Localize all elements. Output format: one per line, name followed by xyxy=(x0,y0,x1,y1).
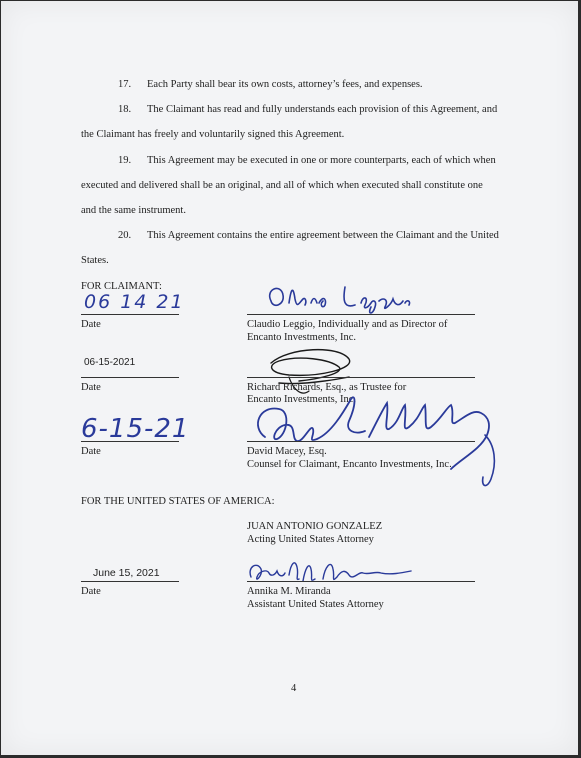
miranda-signature-line xyxy=(247,581,475,582)
usa-attorney-name: JUAN ANTONIO GONZALEZ xyxy=(247,521,383,532)
leggio-title: Encanto Investments, Inc. xyxy=(247,332,357,343)
usa-header: FOR THE UNITED STATES OF AMERICA: xyxy=(81,496,275,507)
macey-name: David Macey, Esq. xyxy=(247,446,327,457)
para-18-line2: the Claimant has freely and voluntarily signed this Agreement. xyxy=(81,129,345,140)
usa-attorney-title: Acting United States Attorney xyxy=(247,534,374,545)
claimant-date-label: Date xyxy=(81,319,101,330)
para-18-number: 18. xyxy=(118,104,132,115)
para-19-line1: This Agreement may be executed in one or more counterparts, each of which when xyxy=(147,155,496,166)
document-page xyxy=(1,1,578,755)
macey-signature xyxy=(251,379,516,494)
page-number: 4 xyxy=(291,683,297,694)
trustee-date-label: Date xyxy=(81,382,101,393)
para-17-number: 17. xyxy=(118,79,132,90)
counsel-date-handwritten: 6-15-21 xyxy=(81,414,190,444)
leggio-signature xyxy=(259,279,419,319)
para-19-number: 19. xyxy=(118,155,132,166)
trustee-date-typed: 06-15-2021 xyxy=(84,357,136,368)
para-19-line3: and the same instrument. xyxy=(81,205,186,216)
para-20-number: 20. xyxy=(118,230,132,241)
counsel-date-line xyxy=(81,441,179,442)
leggio-name: Claudio Leggio, Individually and as Director of xyxy=(247,319,448,330)
richards-title: Encanto Investments, Inc. xyxy=(247,394,357,405)
para-19-line2: executed and delivered shall be an original, and all of which when executed shall constitute one xyxy=(81,180,483,191)
trustee-date-line xyxy=(81,377,179,378)
claimant-date-handwritten: 06 14 21 xyxy=(84,291,185,313)
macey-signature-line xyxy=(247,441,475,442)
counsel-date-label: Date xyxy=(81,446,101,457)
para-18-line1: The Claimant has read and fully understands each provision of this Agreement, and xyxy=(147,104,498,115)
miranda-signature xyxy=(245,555,425,589)
macey-title: Counsel for Claimant, Encanto Investments, Inc. xyxy=(247,459,452,470)
para-20-line2: States. xyxy=(81,255,109,266)
claimant-header: FOR CLAIMANT: xyxy=(81,281,162,292)
para-20-line1: This Agreement contains the entire agreement between the Claimant and the United xyxy=(147,230,499,241)
claimant-date-line xyxy=(81,314,179,315)
usa-date-label: Date xyxy=(81,586,101,597)
usa-date-line xyxy=(81,581,179,582)
leggio-signature-line xyxy=(247,314,475,315)
richards-name: Richard Richards, Esq., as Trustee for xyxy=(247,382,407,393)
usa-date-typed: June 15, 2021 xyxy=(93,567,160,579)
richards-signature-line xyxy=(247,377,475,378)
miranda-name: Annika M. Miranda xyxy=(247,586,331,597)
miranda-title: Assistant United States Attorney xyxy=(247,599,384,610)
para-17-text: Each Party shall bear its own costs, attorney’s fees, and expenses. xyxy=(147,79,423,90)
